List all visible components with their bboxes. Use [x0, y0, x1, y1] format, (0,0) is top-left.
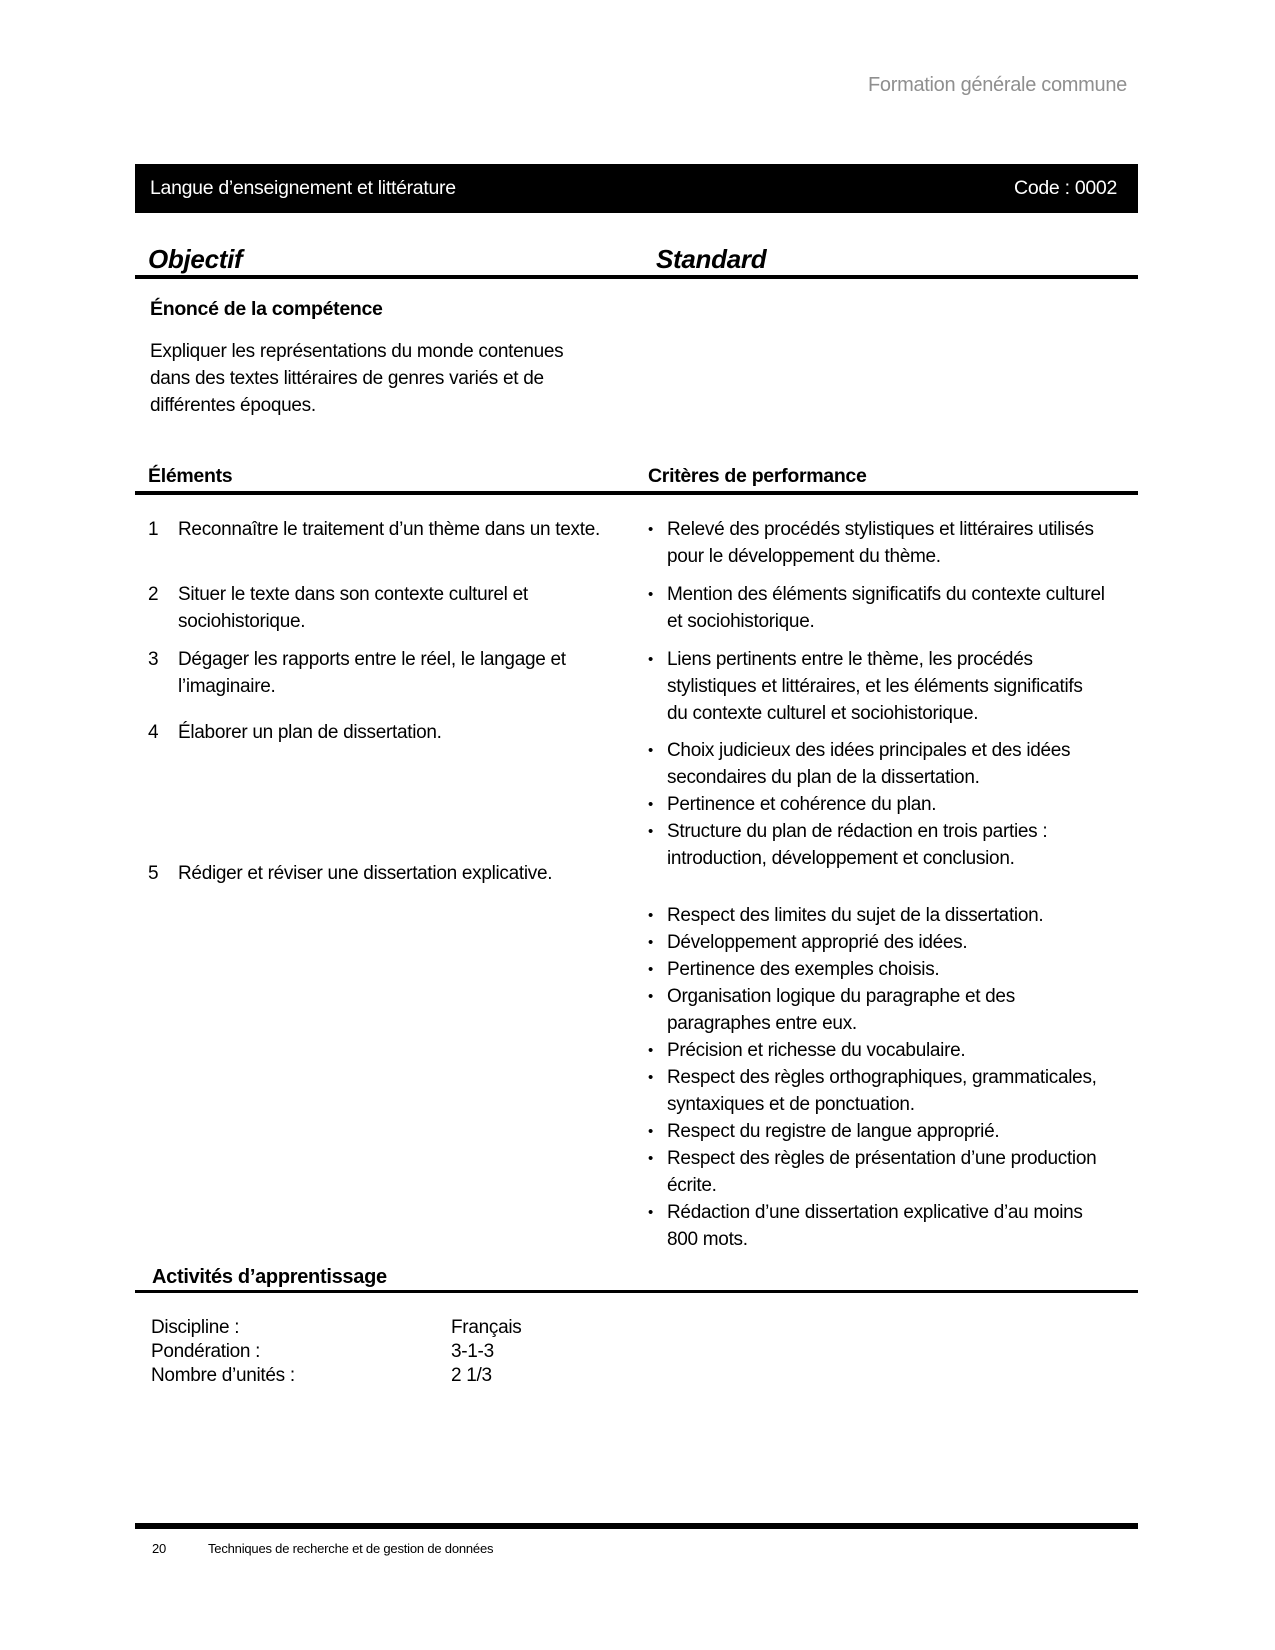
field-row [151, 1364, 1138, 1388]
criterion-text: Précision et richesse du vocabulaire. [667, 1040, 966, 1061]
criterion-text: Structure du plan de rédaction en trois parties : introduction, développement et conclusion. [667, 821, 1048, 869]
criterion-item [648, 1064, 1138, 1118]
element-text: Élaborer un plan de dissertation. [178, 722, 442, 743]
element-number: 1 [148, 519, 159, 540]
footer-document-title: Techniques de recherche et de gestion de données [208, 1541, 494, 1556]
element-text: Reconnaître le traitement d’un thème dans un texte. [178, 519, 600, 540]
criterion-text: Pertinence et cohérence du plan. [667, 794, 937, 815]
bullet-icon: • [648, 1123, 653, 1140]
bullet-icon: • [648, 796, 653, 813]
competence-heading: Énoncé de la compétence [150, 298, 383, 320]
criterion-item [648, 737, 1138, 791]
bullet-icon: • [648, 586, 653, 603]
criteria-cell [648, 581, 1138, 635]
criterion-text: Pertinence des exemples choisis. [667, 959, 940, 980]
criterion-item [648, 983, 1138, 1037]
field-value-unites: 2 1/3 [451, 1365, 492, 1386]
bullet-icon: • [648, 907, 653, 924]
criterion-item [648, 646, 1138, 727]
criteria-cell [648, 719, 1138, 872]
criteria-cell [648, 516, 1138, 570]
section-headings [135, 245, 1138, 273]
course-title-bar [135, 164, 1138, 213]
footer-divider [135, 1523, 1138, 1529]
bullet-icon: • [648, 1204, 653, 1221]
elements-rows [135, 516, 1138, 1253]
criterion-item [648, 581, 1138, 635]
criterion-text: Organisation logique du paragraphe et des paragraphes entre eux. [667, 986, 1015, 1034]
elements-header: Éléments [148, 465, 233, 487]
criterion-text: Rédaction d’une dissertation explicative d’au moins 800 mots. [667, 1202, 1083, 1250]
criterion-item [648, 956, 1138, 983]
activities-heading: Activités d’apprentissage [152, 1266, 387, 1288]
course-title: Langue d’enseignement et littérature [150, 177, 456, 199]
field-value-discipline: Français [451, 1317, 522, 1338]
course-code: Code : 0002 [1014, 177, 1117, 199]
activities-fields [135, 1316, 1138, 1388]
bullet-icon: • [648, 521, 653, 538]
bullet-icon: • [648, 651, 653, 668]
field-label-unites: Nombre d’unités : [151, 1365, 295, 1386]
competence-statement: Expliquer les représentations du monde contenues dans des textes littéraires de genres variés et de différentes époques. [150, 341, 564, 416]
field-label-ponderation: Pondération : [151, 1341, 261, 1362]
bullet-icon: • [648, 1042, 653, 1059]
table-headers-divider [135, 491, 1138, 495]
criterion-item [648, 791, 1138, 818]
field-label-discipline: Discipline : [151, 1317, 240, 1338]
criterion-text: Mention des éléments significatifs du contexte culturel et sociohistorique. [667, 584, 1105, 632]
element-cell [135, 516, 648, 570]
table-row [135, 581, 1138, 635]
criteria-cell [648, 860, 1138, 1253]
standard-heading: Standard [656, 244, 767, 274]
element-cell [135, 719, 648, 872]
table-row [135, 860, 1138, 1253]
running-head: Formation générale commune [868, 74, 1127, 96]
element-number: 4 [148, 722, 159, 743]
field-row [151, 1316, 1138, 1340]
element-text: Situer le texte dans son contexte culturel et sociohistorique. [178, 584, 528, 632]
field-row [151, 1340, 1138, 1364]
bullet-icon: • [648, 1150, 653, 1167]
objectif-heading: Objectif [148, 244, 243, 274]
element-text: Dégager les rapports entre le réel, le langage et l’imaginaire. [178, 649, 566, 697]
criterion-item [648, 929, 1138, 956]
criterion-text: Respect des règles orthographiques, grammaticales, syntaxiques et de ponctuation. [667, 1067, 1097, 1115]
page-footer [135, 1540, 1138, 1558]
element-text: Rédiger et réviser une dissertation explicative. [178, 863, 553, 884]
field-value-ponderation: 3-1-3 [451, 1341, 494, 1362]
criterion-item [648, 1037, 1138, 1064]
element-number: 2 [148, 584, 159, 605]
criterion-text: Respect des limites du sujet de la dissertation. [667, 905, 1044, 926]
criterion-item [648, 1145, 1138, 1199]
element-cell [135, 646, 648, 727]
headings-divider [135, 275, 1138, 279]
criterion-item [648, 902, 1138, 929]
bullet-icon: • [648, 961, 653, 978]
element-number: 5 [148, 863, 159, 884]
bullet-icon: • [648, 742, 653, 759]
criterion-text: Choix judicieux des idées principales et des idées secondaires du plan de la dissertation. [667, 740, 1071, 788]
criterion-text: Relevé des procédés stylistiques et littéraires utilisés pour le développement du thème. [667, 519, 1094, 567]
criterion-text: Respect du registre de langue approprié. [667, 1121, 1000, 1142]
criterion-item [648, 1118, 1138, 1145]
bullet-icon: • [648, 988, 653, 1005]
bullet-icon: • [648, 823, 653, 840]
table-row [135, 516, 1138, 570]
bullet-icon: • [648, 934, 653, 951]
element-cell [135, 860, 648, 1253]
criteres-header: Critères de performance [648, 465, 867, 487]
criterion-item [648, 1199, 1138, 1253]
criterion-text: Respect des règles de présentation d’une production écrite. [667, 1148, 1097, 1196]
page-content [135, 0, 1138, 1388]
activities-divider [135, 1290, 1138, 1293]
criterion-text: Liens pertinents entre le thème, les procédés stylistiques et littéraires, et les éléments significatifs du contexte culturel et sociohistorique. [667, 649, 1083, 724]
element-number: 3 [148, 649, 159, 670]
page-number: 20 [152, 1541, 167, 1556]
table-headers [135, 463, 1138, 490]
criterion-text: Développement approprié des idées. [667, 932, 968, 953]
criterion-item [648, 516, 1138, 570]
criteria-cell [648, 646, 1138, 727]
bullet-icon: • [648, 1069, 653, 1086]
table-row [135, 646, 1138, 727]
table-row [135, 719, 1138, 872]
element-cell [135, 581, 648, 635]
